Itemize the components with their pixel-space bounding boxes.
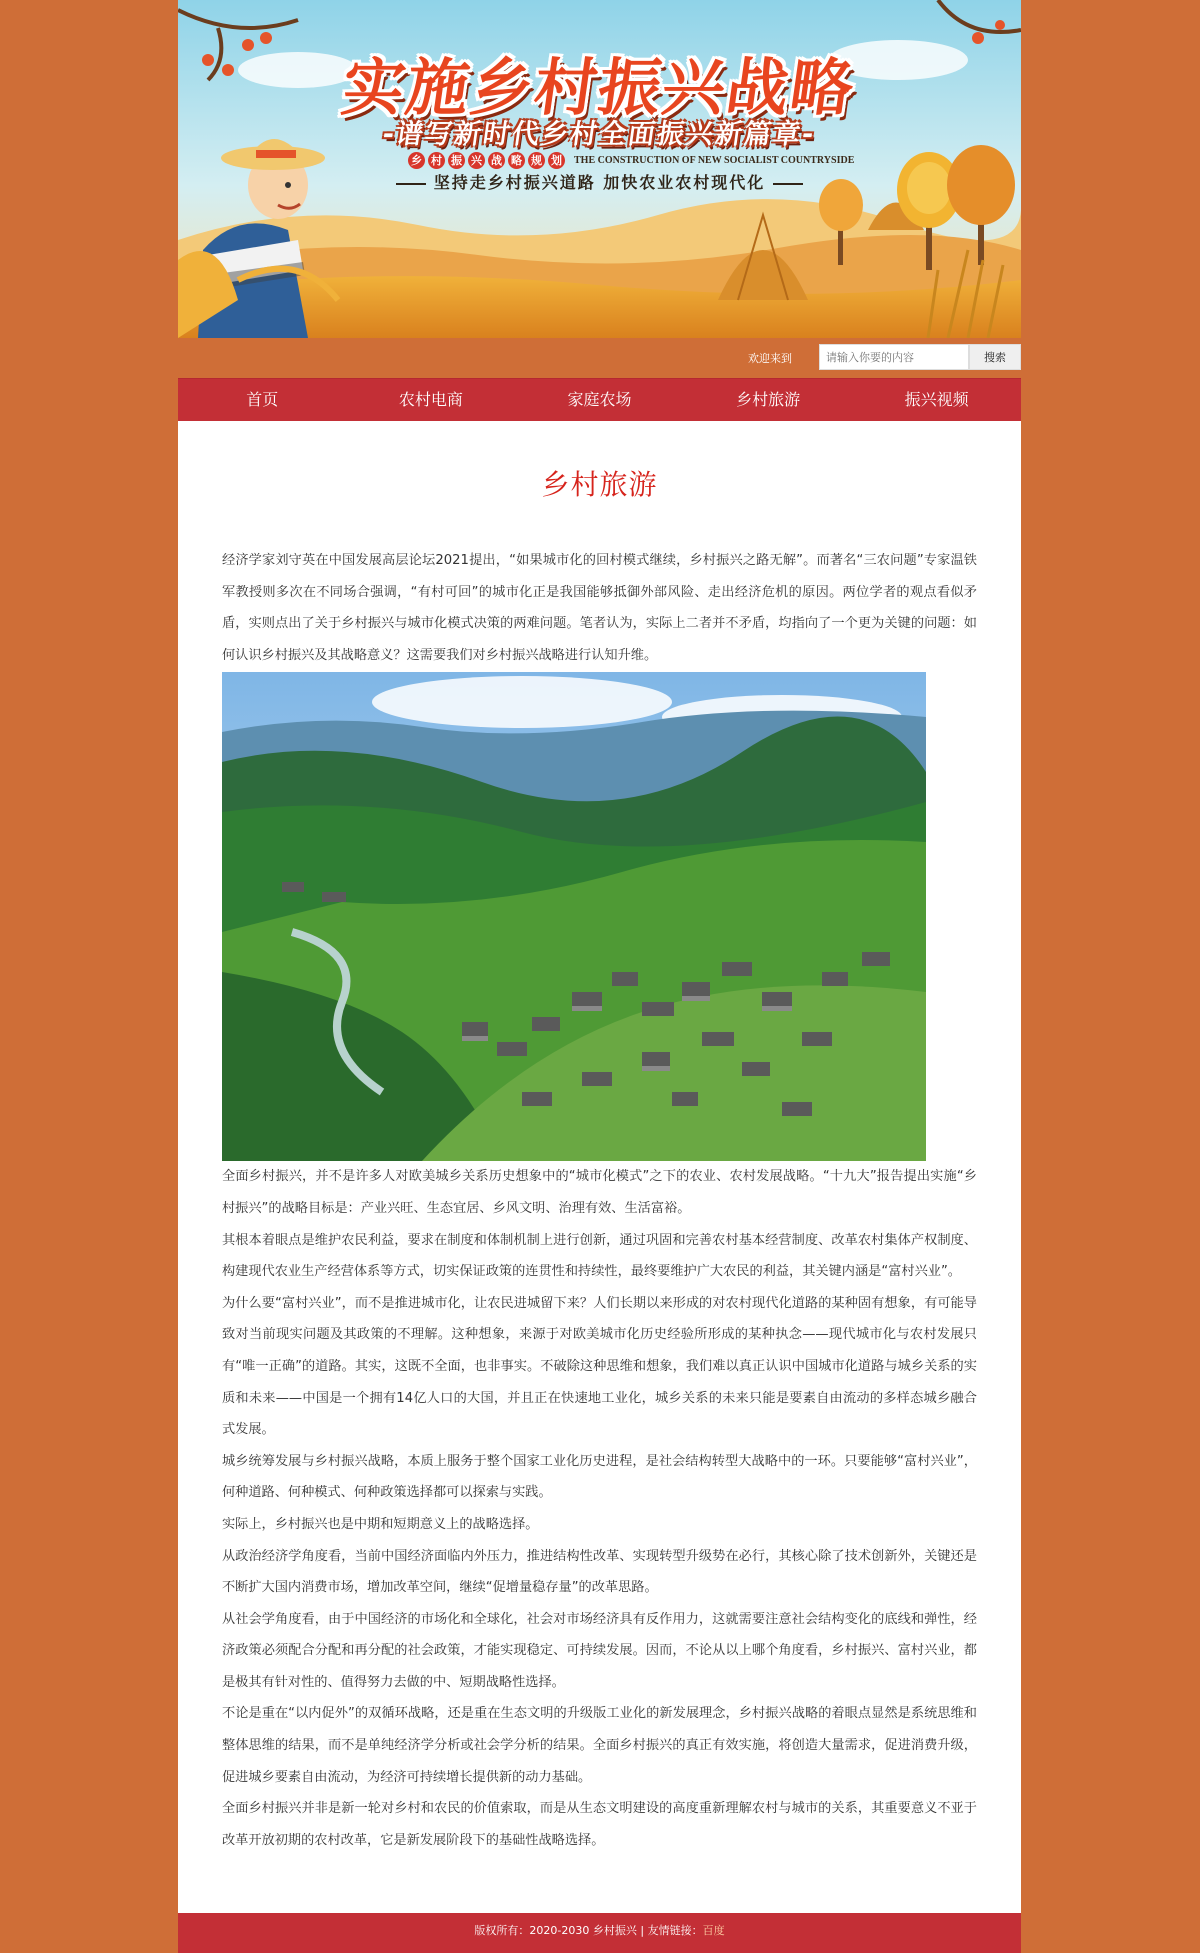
- slogan-text: 坚持走乡村振兴道路 加快农业农村现代化: [433, 173, 766, 192]
- banner-english-line: THE CONSTRUCTION OF NEW SOCIALIST COUNTRYSIDE: [574, 155, 855, 166]
- article-paragraph: 全面乡村振兴并非是新一轮对乡村和农民的价值索取，而是从生态文明建设的高度重新理解农村与城市的关系，其重要意义不亚于改革开放初期的农村改革，它是新发展阶段下的基础性战略选择。: [222, 1801, 977, 1848]
- tag-chip: 振: [448, 152, 465, 169]
- article-paragraph: 城乡统筹发展与乡村振兴战略，本质上服务于整个国家工业化历史进程，是社会结构转型大战略中的一环。只要能够“富村兴业”，何种道路、何种模式、何种政策选择都可以探索与实践。: [222, 1453, 977, 1501]
- tag-chip: 兴: [468, 152, 485, 169]
- top-utility-bar: [178, 338, 1021, 378]
- tag-chip: 略: [508, 152, 525, 169]
- article-paragraph: 全面乡村振兴，并不是许多人对欧美城乡关系历史想象中的“城市化模式”之下的农业、农村发展战略。“十九大”报告提出实施“乡村振兴”的战略目标是：产业兴旺、生态宜居、乡风文明、治理有效、生活富裕。: [222, 1169, 977, 1216]
- tag-chip: 划: [548, 152, 565, 169]
- village-landscape-image: [222, 672, 926, 1161]
- article-paragraph: 其根本着眼点是维护农民利益，要求在制度和体制机制上进行创新，通过巩固和完善农村基本经营制度、改革农村集体产权制度、构建现代农业生产经营体系等方式，切实保证政策的连贯性和持续性，最终要维护广大农民的利益，其关键内涵是“富村兴业”。: [222, 1232, 977, 1280]
- main-content: [178, 421, 1021, 1913]
- main-navigation: [178, 378, 1021, 421]
- footer: [178, 1913, 1021, 1953]
- tag-chip: 战: [488, 152, 505, 169]
- nav-item-home[interactable]: 首页: [246, 390, 279, 409]
- tag-chip: 村: [428, 152, 445, 169]
- banner-slogan: [178, 170, 1021, 193]
- slogan-divider-left: [396, 183, 426, 185]
- banner-title: 实施乡村振兴战略: [337, 51, 860, 124]
- article-paragraph: 从政治经济学角度看，当前中国经济面临内外压力，推进结构性改革、实现转型升级势在必行，其核心除了技术创新外，关键还是不断扩大国内消费市场，增加改革空间，继续“促增量稳存量”的改革思路。: [222, 1548, 977, 1596]
- article-paragraph: 实际上，乡村振兴也是中期和短期意义上的战略选择。: [222, 1516, 539, 1532]
- nav-item-revitalization-video[interactable]: 振兴视频: [904, 390, 969, 409]
- article-paragraph: 从社会学角度看，由于中国经济的市场化和全球化，社会对市场经济具有反作用力，这就需要注意社会结构变化的底线和弹性，经济政策必须配合分配和再分配的社会政策，才能实现稳定、可持续发展。因而，不论从以上哪个角度看，乡村振兴、富村兴业，都是极其有针对性的、值得努力去做的中、短期战略性选择。: [222, 1611, 977, 1690]
- page-title: 乡村旅游: [541, 468, 658, 501]
- banner-tagline: [408, 152, 854, 169]
- footer-link-baidu[interactable]: 百度: [702, 1924, 725, 1937]
- article-paragraph: 经济学家刘守英在中国发展高层论坛2021提出，“如果城市化的回村模式继续，乡村振兴之路无解”。而著名“三农问题”专家温铁军教授则多次在不同场合强调，“有村可回”的城市化正是我国能够抵御外部风险、走出经济危机的原因。两位学者的观点看似矛盾，实则点出了关于乡村振兴与城市化模式决策的两难问题。笔者认为，实际上二者并不矛盾，均指向了一个更为关键的问题：如何认识乡村振兴及其战略意义？这需要我们对乡村振兴战略进行认知升维。: [222, 553, 977, 663]
- slogan-divider-right: [773, 183, 803, 185]
- welcome-text: 欢迎来到: [748, 352, 792, 365]
- article-paragraph: 为什么要“富村兴业”，而不是推进城市化，让农民进城留下来？人们长期以来形成的对农村现代化道路的某种固有想象，有可能导致对当前现实问题及其政策的不理解。这种想象，来源于对欧美城市化历史经验所形成的某种执念——现代城市化与农村发展只有“唯一正确”的道路。其实，这既不全面，也非事实。不破除这种思维和想象，我们难以真正认识中国城市化道路与城乡关系的实质和未来——中国是一个拥有14亿人口的大国，并且正在快速地工业化，城乡关系的未来只能是要素自由流动的多样态城乡融合式发展。: [222, 1295, 977, 1438]
- tag-chip: 乡: [408, 152, 425, 169]
- article-paragraph: 不论是重在“以内促外”的双循环战略，还是重在生态文明的升级版工业化的新发展理念，乡村振兴战略的着眼点显然是系统思维和整体思维的结果，而不是单纯经济学分析或社会学分析的结果。全面乡村振兴的真正有效实施，将创造大量需求，促进消费升级，促进城乡要素自由流动，为经济可持续增长提供新的动力基础。: [222, 1706, 977, 1785]
- tag-chip: 规: [528, 152, 545, 169]
- page: [178, 0, 1021, 1953]
- footer-copyright: 版权所有：2020-2030 乡村振兴 | 友情链接：: [474, 1924, 703, 1937]
- nav-item-rural-tourism[interactable]: 乡村旅游: [736, 390, 801, 409]
- search-button[interactable]: 搜索: [969, 344, 1021, 370]
- header-banner: [178, 0, 1021, 338]
- search-input[interactable]: [819, 344, 969, 370]
- banner-subtitle: -谱写新时代乡村全面振兴新篇章-: [380, 119, 818, 150]
- nav-item-rural-ecommerce[interactable]: 农村电商: [398, 390, 463, 409]
- nav-item-family-farm[interactable]: 家庭农场: [567, 390, 632, 409]
